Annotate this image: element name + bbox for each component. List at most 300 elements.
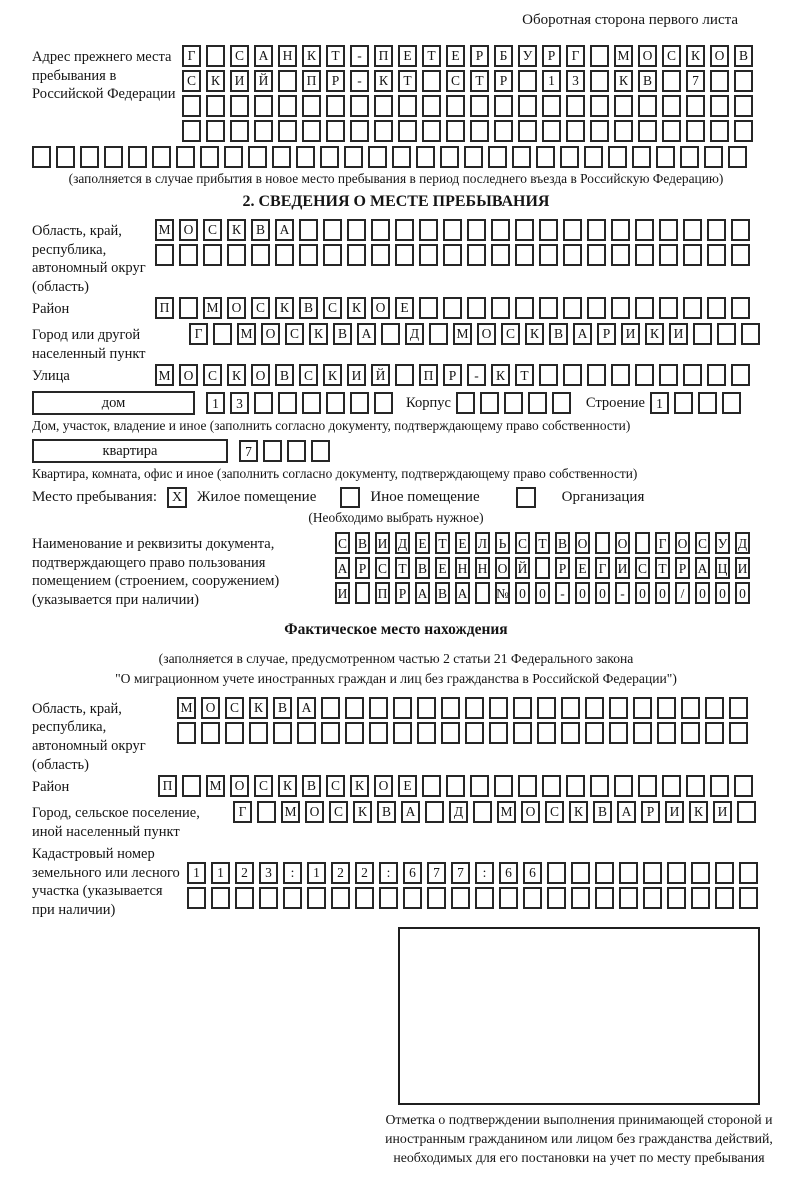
char-cell: Е: [398, 45, 417, 67]
char-cell: [686, 775, 705, 797]
char-cell: [257, 801, 276, 823]
char-cell: [729, 697, 748, 719]
char-cell: М: [155, 219, 174, 241]
char-cell: К: [569, 801, 588, 823]
char-cell: [398, 120, 417, 142]
char-cell: [350, 392, 369, 414]
region-label: Область, край, республика, автономный округ (область): [32, 223, 146, 295]
char-cell: [422, 70, 441, 92]
field-actual-region: [32, 697, 760, 774]
char-cell: К: [206, 70, 225, 92]
char-cell: К: [347, 297, 366, 319]
char-cell: [513, 722, 532, 744]
char-cell: А: [335, 557, 350, 579]
char-cell: К: [227, 364, 246, 386]
char-cell: И: [669, 323, 688, 345]
char-cell: А: [455, 582, 470, 604]
char-cell: [427, 887, 446, 909]
char-cell: С: [299, 364, 318, 386]
char-cell: [323, 244, 342, 266]
char-cell: 7: [239, 440, 258, 462]
stroenie-label: Строение: [585, 394, 645, 411]
char-cell: [224, 146, 243, 168]
char-cell: [515, 244, 534, 266]
char-cell: [299, 244, 318, 266]
char-cell: [464, 146, 483, 168]
char-cell: [587, 244, 606, 266]
char-cell: С: [326, 775, 345, 797]
char-cell: [539, 244, 558, 266]
char-cell: Е: [398, 775, 417, 797]
char-cell: [494, 775, 513, 797]
char-cell: 3: [566, 70, 585, 92]
char-cell: [739, 887, 758, 909]
field-prev-address: [32, 45, 760, 145]
char-cell: -: [555, 582, 570, 604]
char-cell: [667, 862, 686, 884]
char-cell: [683, 219, 702, 241]
char-cell: 2: [355, 862, 374, 884]
char-cell: [302, 95, 321, 117]
stay-type-label: Место пребывания:: [32, 489, 157, 506]
char-cell: [278, 120, 297, 142]
char-cell: С: [251, 297, 270, 319]
char-cell: [731, 297, 750, 319]
char-cell: [710, 70, 729, 92]
char-cell: [710, 120, 729, 142]
char-cell: [355, 887, 374, 909]
char-cell: [345, 697, 364, 719]
char-cell: 3: [230, 392, 249, 414]
char-cell: [536, 146, 555, 168]
actual-location-title: Фактическое место нахождения: [284, 621, 508, 639]
char-cell: О: [179, 364, 198, 386]
char-cell: [321, 697, 340, 719]
char-cell: [187, 887, 206, 909]
option-residential-label: Жилое помещение: [197, 489, 317, 506]
char-cell: [251, 244, 270, 266]
char-cell: [523, 887, 542, 909]
char-cell: [326, 120, 345, 142]
char-cell: [528, 392, 547, 414]
char-cell: И: [621, 323, 640, 345]
char-cell: [683, 297, 702, 319]
char-cell: 0: [595, 582, 610, 604]
char-cell: 1: [650, 392, 669, 414]
char-cell: 6: [523, 862, 542, 884]
char-cell: [614, 120, 633, 142]
char-cell: Р: [470, 45, 489, 67]
char-cell: М: [497, 801, 516, 823]
char-cell: Р: [597, 323, 616, 345]
char-cell: 1: [206, 392, 225, 414]
char-cell: С: [182, 70, 201, 92]
char-cell: [638, 120, 657, 142]
char-boxes-row: [189, 323, 760, 345]
char-cell: И: [735, 557, 750, 579]
char-cell: [451, 887, 470, 909]
actual-location-note-line1: (заполняется в случае, предусмотренном частью 2 статьи 21 Федерального закона: [158, 651, 634, 667]
char-cell: М: [237, 323, 256, 345]
char-cell: [734, 775, 753, 797]
char-cell: [248, 146, 267, 168]
char-cell: В: [593, 801, 612, 823]
char-cell: [465, 697, 484, 719]
char-cell: [698, 392, 717, 414]
char-cell: П: [155, 297, 174, 319]
char-cell: О: [575, 532, 590, 554]
char-cell: [465, 722, 484, 744]
char-cell: [595, 862, 614, 884]
char-cell: [513, 697, 532, 719]
char-cell: С: [446, 70, 465, 92]
confirmation-mark-box: [398, 927, 760, 1105]
char-cell: К: [525, 323, 544, 345]
char-cell: П: [158, 775, 177, 797]
char-cell: [693, 323, 712, 345]
char-cell: [608, 146, 627, 168]
char-cell: Г: [595, 557, 610, 579]
char-cell: [254, 120, 273, 142]
option-other-premises-label: Иное помещение: [370, 489, 480, 506]
char-cell: Т: [398, 70, 417, 92]
char-cell: [539, 364, 558, 386]
char-cell: К: [353, 801, 372, 823]
char-cell: [307, 887, 326, 909]
char-cell: В: [251, 219, 270, 241]
char-boxes-row: [155, 297, 750, 319]
char-cell: [504, 392, 523, 414]
char-cell: [206, 95, 225, 117]
char-cell: [560, 146, 579, 168]
char-cell: О: [371, 297, 390, 319]
korpus-boxes: [456, 392, 571, 414]
char-cell: Ь: [495, 532, 510, 554]
house-label-box: дом: [32, 391, 195, 415]
char-cell: [272, 146, 291, 168]
char-cell: К: [374, 70, 393, 92]
char-cell: [446, 775, 465, 797]
field-cadastral: [32, 842, 760, 919]
char-cell: В: [333, 323, 352, 345]
char-cell: О: [521, 801, 540, 823]
char-cell: [587, 364, 606, 386]
char-cell: 0: [635, 582, 650, 604]
char-cell: [323, 219, 342, 241]
char-cell: [609, 722, 628, 744]
char-cell: [611, 244, 630, 266]
char-cell: [371, 244, 390, 266]
char-cell: Д: [449, 801, 468, 823]
char-cell: О: [495, 557, 510, 579]
char-cell: [657, 697, 676, 719]
checkbox-residential: X: [167, 487, 187, 508]
char-cell: [561, 697, 580, 719]
char-cell: [563, 219, 582, 241]
char-cell: [683, 244, 702, 266]
char-cell: [321, 722, 340, 744]
char-cell: 0: [515, 582, 530, 604]
char-cell: В: [415, 557, 430, 579]
char-cell: М: [453, 323, 472, 345]
char-cell: [374, 392, 393, 414]
char-cell: [585, 697, 604, 719]
char-cell: Е: [395, 297, 414, 319]
char-cell: [662, 120, 681, 142]
char-cell: [275, 244, 294, 266]
char-cell: [494, 95, 513, 117]
char-cell: [283, 887, 302, 909]
char-boxes-row: [158, 775, 753, 797]
char-cell: [344, 146, 363, 168]
char-cell: К: [249, 697, 268, 719]
char-cell: Л: [475, 532, 490, 554]
char-cell: [707, 364, 726, 386]
char-cell: [561, 722, 580, 744]
char-cell: Ц: [715, 557, 730, 579]
char-cell: [371, 219, 390, 241]
char-cell: [491, 219, 510, 241]
char-cell: В: [555, 532, 570, 554]
char-cell: [590, 70, 609, 92]
char-cell: /: [675, 582, 690, 604]
char-cell: -: [615, 582, 630, 604]
char-cell: О: [374, 775, 393, 797]
char-cell: [737, 801, 756, 823]
char-cell: Р: [443, 364, 462, 386]
char-cell: К: [689, 801, 708, 823]
char-cell: [542, 95, 561, 117]
char-boxes-row: [155, 219, 750, 241]
char-boxes-row: [182, 95, 753, 117]
char-cell: [473, 801, 492, 823]
char-cell: О: [179, 219, 198, 241]
char-cell: [571, 887, 590, 909]
char-cell: [32, 146, 51, 168]
char-cell: С: [230, 45, 249, 67]
char-cell: [585, 722, 604, 744]
char-cell: [494, 120, 513, 142]
char-cell: [683, 364, 702, 386]
char-cell: [539, 219, 558, 241]
char-cell: 1: [211, 862, 230, 884]
char-cell: [395, 244, 414, 266]
char-cell: Р: [641, 801, 660, 823]
char-cell: 1: [542, 70, 561, 92]
char-cell: [379, 887, 398, 909]
char-cell: [715, 862, 734, 884]
char-cell: [731, 244, 750, 266]
char-cell: К: [302, 45, 321, 67]
char-cell: [419, 244, 438, 266]
char-cell: [419, 219, 438, 241]
char-cell: [611, 297, 630, 319]
char-boxes-row-full-width: [32, 146, 760, 168]
char-cell: [259, 887, 278, 909]
char-cell: [635, 297, 654, 319]
stay-type-row: [32, 487, 760, 508]
field-street: [32, 364, 760, 389]
char-cell: [213, 323, 232, 345]
char-cell: [467, 219, 486, 241]
char-cell: [206, 45, 225, 67]
char-cell: О: [201, 697, 220, 719]
apartment-row: [32, 439, 760, 463]
char-cell: С: [329, 801, 348, 823]
cadastral-label: Кадастровый номер земельного или лесного участка (указывается при наличии): [32, 846, 180, 918]
char-boxes-row: [155, 364, 750, 386]
char-cell: [614, 95, 633, 117]
char-cell: [345, 722, 364, 744]
char-cell: [662, 775, 681, 797]
char-boxes-row: [233, 801, 756, 823]
char-cell: [515, 297, 534, 319]
field-district: [32, 297, 760, 322]
char-cell: Й: [254, 70, 273, 92]
char-cell: [326, 392, 345, 414]
char-cell: [662, 95, 681, 117]
char-cell: Т: [535, 532, 550, 554]
char-cell: [662, 70, 681, 92]
char-cell: -: [350, 45, 369, 67]
char-boxes-row: [177, 697, 748, 719]
district-label: Район: [32, 301, 70, 318]
char-cell: 3: [259, 862, 278, 884]
char-cell: [729, 722, 748, 744]
char-cell: Б: [494, 45, 513, 67]
char-cell: [619, 887, 638, 909]
char-cell: К: [614, 70, 633, 92]
char-boxes-row: [187, 862, 758, 884]
char-cell: [273, 722, 292, 744]
char-cell: [56, 146, 75, 168]
char-cell: [595, 887, 614, 909]
char-cell: В: [377, 801, 396, 823]
char-cell: [633, 697, 652, 719]
char-cell: Й: [371, 364, 390, 386]
char-cell: [656, 146, 675, 168]
char-cell: 0: [575, 582, 590, 604]
char-cell: Р: [555, 557, 570, 579]
char-cell: :: [379, 862, 398, 884]
char-cell: 1: [307, 862, 326, 884]
char-cell: [206, 120, 225, 142]
char-cell: Т: [395, 557, 410, 579]
char-cell: [278, 95, 297, 117]
char-cell: [392, 146, 411, 168]
char-cell: В: [273, 697, 292, 719]
char-cell: [680, 146, 699, 168]
field-city: [32, 323, 760, 363]
char-cell: У: [715, 532, 730, 554]
char-cell: [710, 95, 729, 117]
house-caption: Дом, участок, владение и иное (заполнить согласно документу, подтверждающему право собственности): [32, 418, 631, 434]
char-cell: [499, 887, 518, 909]
street-label: Улица: [32, 368, 70, 385]
char-cell: О: [230, 775, 249, 797]
char-cell: С: [501, 323, 520, 345]
char-cell: О: [477, 323, 496, 345]
char-cell: [311, 440, 330, 462]
char-cell: Т: [515, 364, 534, 386]
char-cell: С: [203, 219, 222, 241]
char-cell: [674, 392, 693, 414]
char-cell: [659, 244, 678, 266]
char-cell: А: [297, 697, 316, 719]
char-cell: [225, 722, 244, 744]
char-cell: [489, 722, 508, 744]
char-cell: П: [374, 45, 393, 67]
char-cell: С: [254, 775, 273, 797]
char-cell: 2: [235, 862, 254, 884]
char-cell: Т: [422, 45, 441, 67]
stroenie-boxes: [650, 392, 741, 414]
char-cell: [539, 297, 558, 319]
char-cell: [638, 775, 657, 797]
char-cell: К: [491, 364, 510, 386]
char-cell: [590, 45, 609, 67]
char-cell: [710, 775, 729, 797]
char-cell: [419, 297, 438, 319]
char-cell: В: [355, 532, 370, 554]
char-cell: [296, 146, 315, 168]
char-cell: К: [278, 775, 297, 797]
char-cell: И: [615, 557, 630, 579]
char-cell: [287, 440, 306, 462]
char-cell: [512, 146, 531, 168]
char-cell: [707, 219, 726, 241]
char-cell: [734, 70, 753, 92]
char-cell: [707, 244, 726, 266]
char-cell: 7: [686, 70, 705, 92]
char-cell: Т: [655, 557, 670, 579]
char-cell: [632, 146, 651, 168]
char-boxes-row: [182, 70, 753, 92]
char-cell: М: [203, 297, 222, 319]
choose-note: (Необходимо выбрать нужное): [308, 510, 484, 526]
char-cell: В: [302, 775, 321, 797]
char-cell: [443, 219, 462, 241]
char-cell: А: [415, 582, 430, 604]
char-cell: [350, 120, 369, 142]
char-cell: [657, 722, 676, 744]
char-cell: А: [357, 323, 376, 345]
char-cell: [731, 364, 750, 386]
char-cell: В: [299, 297, 318, 319]
actual-district-label: Район: [32, 779, 70, 796]
char-cell: [611, 219, 630, 241]
char-cell: Й: [515, 557, 530, 579]
char-cell: [722, 392, 741, 414]
char-cell: А: [617, 801, 636, 823]
char-boxes-row: [335, 582, 750, 604]
char-cell: [467, 244, 486, 266]
char-cell: Д: [395, 532, 410, 554]
char-cell: 0: [695, 582, 710, 604]
char-cell: [686, 95, 705, 117]
char-cell: Н: [475, 557, 490, 579]
char-cell: [643, 862, 662, 884]
char-cell: [128, 146, 147, 168]
char-cell: [659, 219, 678, 241]
char-cell: [249, 722, 268, 744]
char-cell: Р: [494, 70, 513, 92]
char-cell: [635, 532, 650, 554]
char-cell: [542, 775, 561, 797]
char-cell: [446, 95, 465, 117]
char-cell: К: [350, 775, 369, 797]
char-cell: О: [638, 45, 657, 67]
